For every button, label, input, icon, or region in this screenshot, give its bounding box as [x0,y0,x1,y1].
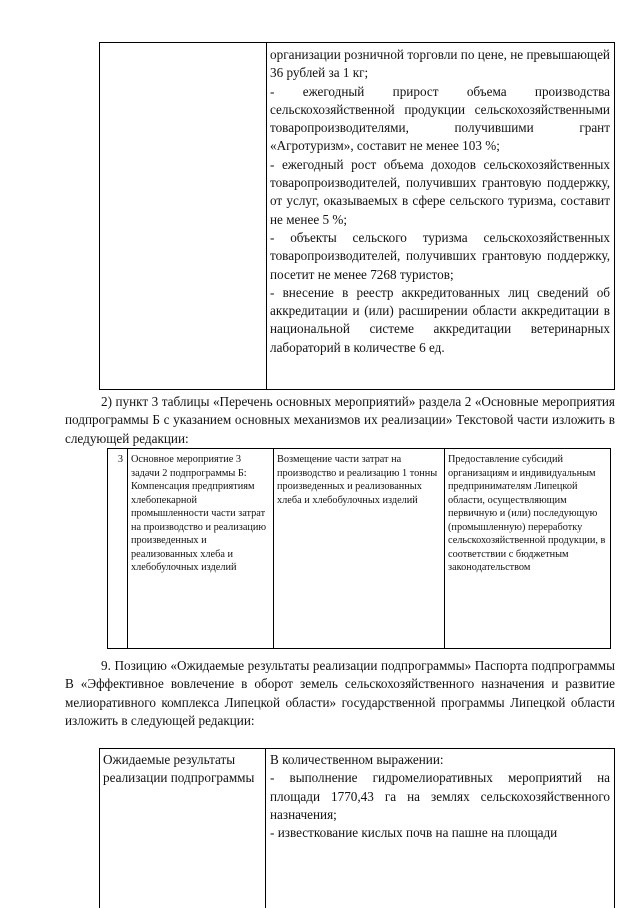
table-item: - внесение в реестр аккредитованных лиц сведений об аккредитации и (или) расширении области аккредитации в национальной системе аккредитации ветеринарных лабораторий в количестве 6 ед. [270,284,610,355]
paragraph-2: 2) пункт 3 таблицы «Перечень основных мероприятий» раздела 2 «Основные мероприятия подпрограммы Б с указанием основных механизмов их реализации» Текстовой части изложить в следующей редакции: [65,394,615,446]
table-value-cell [267,46,610,389]
table-item: - объекты сельского туризма сельскохозяйственных товаропроизводителей, получивших грантовую поддержку, посетит не менее 7268 туристов; [270,229,610,282]
row-number: 3 [108,449,128,648]
table-item: - известкование кислых почв на пашне на площади [270,825,558,841]
table-item: организации розничной торговли по цене, не превышающей 36 рублей за 1 кг; [270,47,610,81]
expected-results-table [99,748,615,908]
measure-mechanism-cell: Предоставление субсидий организациям и индивидуальным предпринимателям Липецкой области, осуществляющим первичную и (или) последующую (промышленную) переработку сельскохозяйственной продукции, в соответствии с бюджетным законодательством [448,454,606,573]
table-item: - ежегодный рост объема доходов сельскохозяйственных товаропроизводителей, получивших грантовую поддержку, от услуг, оказываемых в сфере сельского туризма, составит не менее 5 %; [270,156,610,227]
table-item: - выполнение гидромелиоративных мероприятий на площади 1770,43 га на землях сельскохозяйственного назначения; [270,770,610,822]
measure-name-cell: Основное мероприятие 3 задачи 2 подпрограммы Б: Компенсация предприятиям хлебопекарной промышленности части затрат на производство и реализацию произведенных и реализованных хлеба и хлебобулочных изделий [128,449,274,648]
measure-description-cell: Возмещение части затрат на производство и реализацию 1 тонны произведенных и реализованных хлеба и хлебобулочных изделий [274,449,445,648]
expected-results-lead: В количественном выражении: [270,752,444,767]
results-table-continuation [99,42,615,390]
table-label-cell [100,43,267,389]
expected-results-label: Ожидаемые результаты реализации подпрограммы [100,749,266,908]
table-item: - ежегодный прирост объема производства сельскохозяйственной продукции сельскохозяйственными товаропроизводителями, получившими грант «Агротуризм», составит не менее 103 %; [270,83,610,154]
paragraph-9: 9. Позицию «Ожидаемые результаты реализации подпрограммы» Паспорта подпрограммы В «Эффективное вовлечение в оборот земель сельскохозяйственного назначения и развитие мелиоративного комплекса Липецкой области» государственной программы Липецкой области изложить в следующей редакции: [65,658,615,728]
measures-table [107,448,611,649]
expected-results-value [267,751,610,908]
